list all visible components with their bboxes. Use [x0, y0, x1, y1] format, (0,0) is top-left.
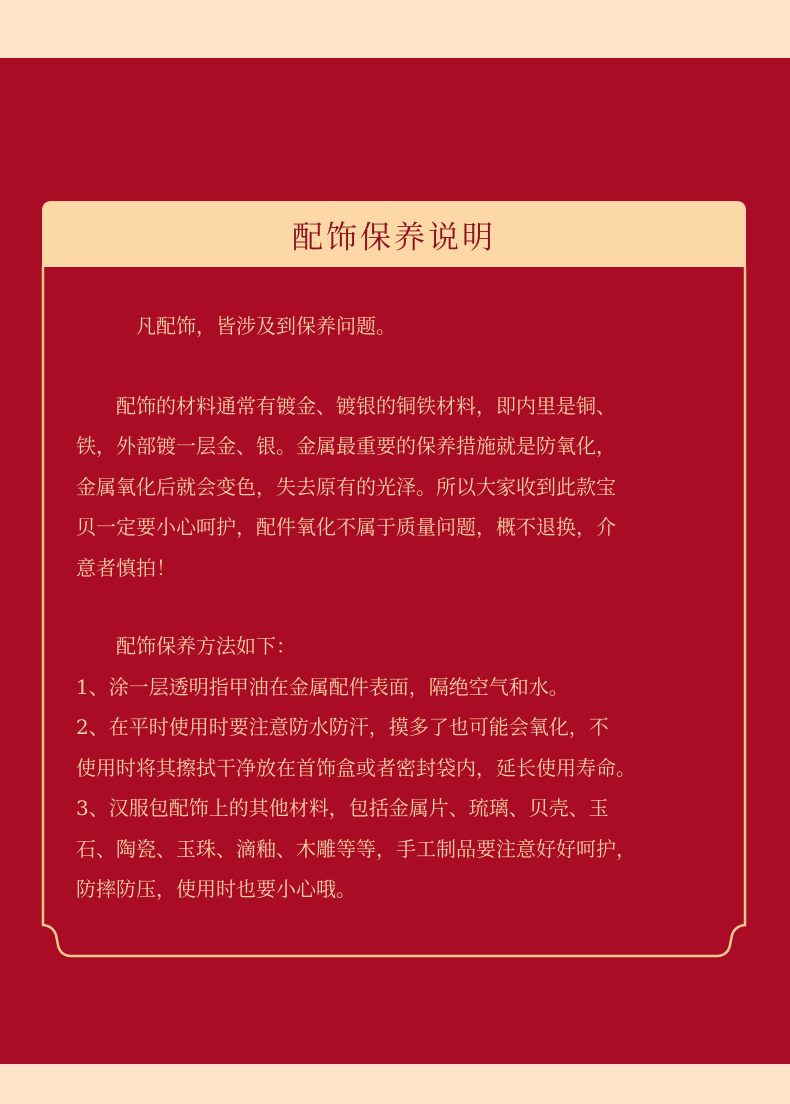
- page-title: 配饰保养说明: [292, 219, 496, 256]
- methods-heading-text: 配饰保养方法如下：: [116, 634, 296, 658]
- method-line: 石、陶瓷、玉珠、滴釉、木雕等等，手工制品要注意好好呵护，: [76, 836, 636, 861]
- method-line: 3、汉服包配饰上的其他材料，包括金属片、琉璃、贝壳、玉: [76, 796, 609, 820]
- method-line: 使用时将其擦拭干净放在首饰盒或者密封袋内，延长使用寿命。: [76, 755, 636, 780]
- paragraph-gap: [76, 347, 724, 386]
- material-line: 配饰的材料通常有镀金、镀银的铜铁材料，即内里是铜、: [76, 393, 616, 418]
- intro-text: 凡配饰，皆涉及到保养问题。: [136, 314, 396, 338]
- method-line: 防摔防压，使用时也要小心哦。: [76, 877, 356, 901]
- care-instructions-body: [76, 306, 724, 910]
- material-line: 意者慎拍！: [76, 555, 176, 580]
- intro-paragraph: [76, 306, 724, 347]
- material-line: 贝一定要小心呵护，配件氧化不属于质量问题，概不退换，介: [76, 515, 616, 539]
- material-line: 金属氧化后就会变色，失去原有的光泽。所以大家收到此款宝: [76, 474, 616, 499]
- method-line: 1、涂一层透明指甲油在金属配件表面，隔绝空气和水。: [76, 674, 569, 699]
- method-line: 2、在平时使用时要注意防水防汗，摸多了也可能会氧化，不: [76, 715, 609, 739]
- methods-heading: [76, 626, 724, 667]
- title-bar: [42, 201, 746, 267]
- material-line: 铁，外部镀一层金、银。金属最重要的保养措施就是防氧化，: [76, 434, 616, 458]
- paragraph-gap: [76, 588, 724, 626]
